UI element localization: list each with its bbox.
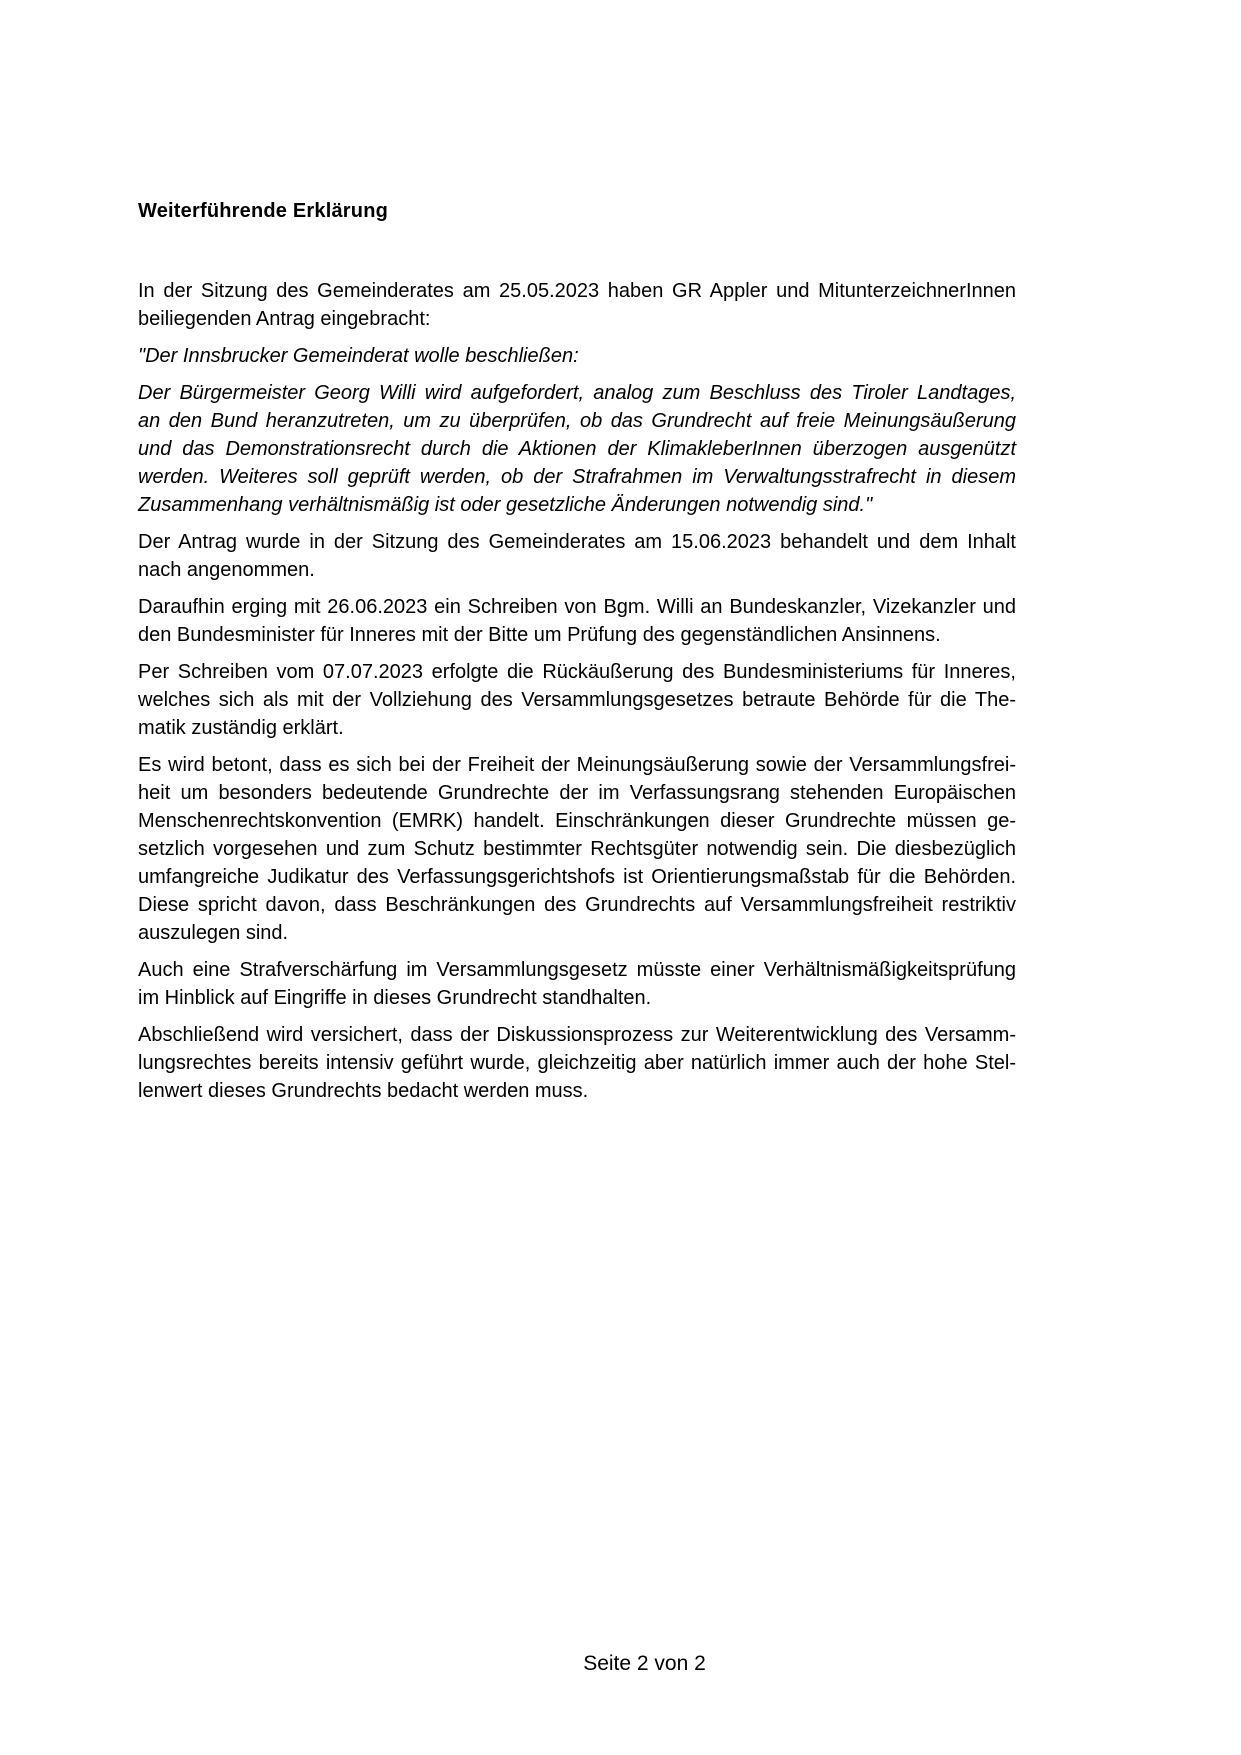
paragraph	[138, 956, 1016, 1012]
text-line: Menschenrechtskonvention (EMRK) handelt. Einschränkungen dieser Grundrechte müssen ge-	[138, 810, 1016, 832]
text-line: auszulegen sind.	[138, 922, 289, 944]
text-line: Zusammenhang verhältnismäßig ist oder gesetzliche Änderungen notwendig sind."	[138, 494, 873, 516]
paragraph	[138, 1021, 1016, 1105]
paragraph	[138, 593, 1016, 649]
paragraph	[138, 528, 1016, 584]
text-line: lungsrechtes bereits intensiv geführt wurde, gleichzeitig aber natürlich immer auch der hohe Stel-	[138, 1052, 1016, 1074]
text-line: Per Schreiben vom 07.07.2023 erfolgte die Rückäußerung des Bundesministeriums für Inneres,	[138, 661, 1016, 683]
text-line: Der Antrag wurde in der Sitzung des Gemeinderates am 15.06.2023 behandelt und dem Inhalt	[138, 531, 1016, 553]
text-line: Diese spricht davon, dass Beschränkungen des Grundrechts auf Versammlungsfreiheit restriktiv	[138, 894, 1016, 916]
text-line: Daraufhin erging mit 26.06.2023 ein Schreiben von Bgm. Willi an Bundeskanzler, Vizekanzler und	[138, 596, 1016, 618]
text-line: werden. Weiteres soll geprüft werden, ob der Strafrahmen im Verwaltungsstrafrecht in diesem	[138, 466, 1016, 488]
document-title: Weiterführende Erklärung	[138, 200, 389, 222]
text-line: lenwert dieses Grundrechts bedacht werden muss.	[138, 1080, 589, 1102]
text-line: nach angenommen.	[138, 559, 315, 581]
paragraph	[138, 751, 1016, 947]
text-line: heit um besonders bedeutende Grundrechte der im Verfassungsrang stehenden Europäischen	[138, 782, 1016, 804]
text-line: und das Demonstrationsrecht durch die Aktionen der KlimakleberInnen überzogen ausgenützt	[138, 438, 1016, 460]
document-body	[138, 277, 1016, 1105]
page-footer: Seite 2 von 2	[583, 1652, 706, 1675]
paragraph	[138, 277, 1016, 333]
paragraph	[138, 658, 1016, 742]
text-line: den Bundesminister für Inneres mit der Bitte um Prüfung des gegenständlichen Ansinnens.	[138, 624, 941, 646]
text-line: In der Sitzung des Gemeinderates am 25.05.2023 haben GR Appler und MitunterzeichnerInnen	[138, 280, 1016, 302]
text-line: setzlich vorgesehen und zum Schutz bestimmter Rechtsgüter notwendig sein. Die diesbezüglich	[138, 838, 1016, 860]
text-line: Es wird betont, dass es sich bei der Freiheit der Meinungsäußerung sowie der Versammlungsfrei-	[138, 754, 1016, 776]
text-line: Abschließend wird versichert, dass der Diskussionsprozess zur Weiterentwicklung des Versamm-	[138, 1024, 1016, 1046]
text-line: an den Bund heranzutreten, um zu überprüfen, ob das Grundrecht auf freie Meinungsäußerung	[138, 410, 1016, 432]
text-line: "Der Innsbrucker Gemeinderat wolle beschließen:	[138, 345, 579, 367]
paragraph	[138, 379, 1016, 519]
text-line: matik zuständig erklärt.	[138, 717, 344, 739]
text-line: beiliegenden Antrag eingebracht:	[138, 308, 431, 330]
paragraph	[138, 342, 1016, 370]
text-line: welches sich als mit der Vollziehung des Versammlungsgesetzes betraute Behörde für die The-	[138, 689, 1016, 711]
text-line: umfangreiche Judikatur des Verfassungsgerichtshofs ist Orientierungsmaßstab für die Behörden.	[138, 866, 1016, 888]
text-line: Auch eine Strafverschärfung im Versammlungsgesetz müsste einer Verhältnismäßigkeitsprüfung	[138, 959, 1016, 981]
text-line: Der Bürgermeister Georg Willi wird aufgefordert, analog zum Beschluss des Tiroler Landtages,	[138, 382, 1016, 404]
text-line: im Hinblick auf Eingriffe in dieses Grundrecht standhalten.	[138, 987, 652, 1009]
document-content	[138, 197, 1016, 1105]
